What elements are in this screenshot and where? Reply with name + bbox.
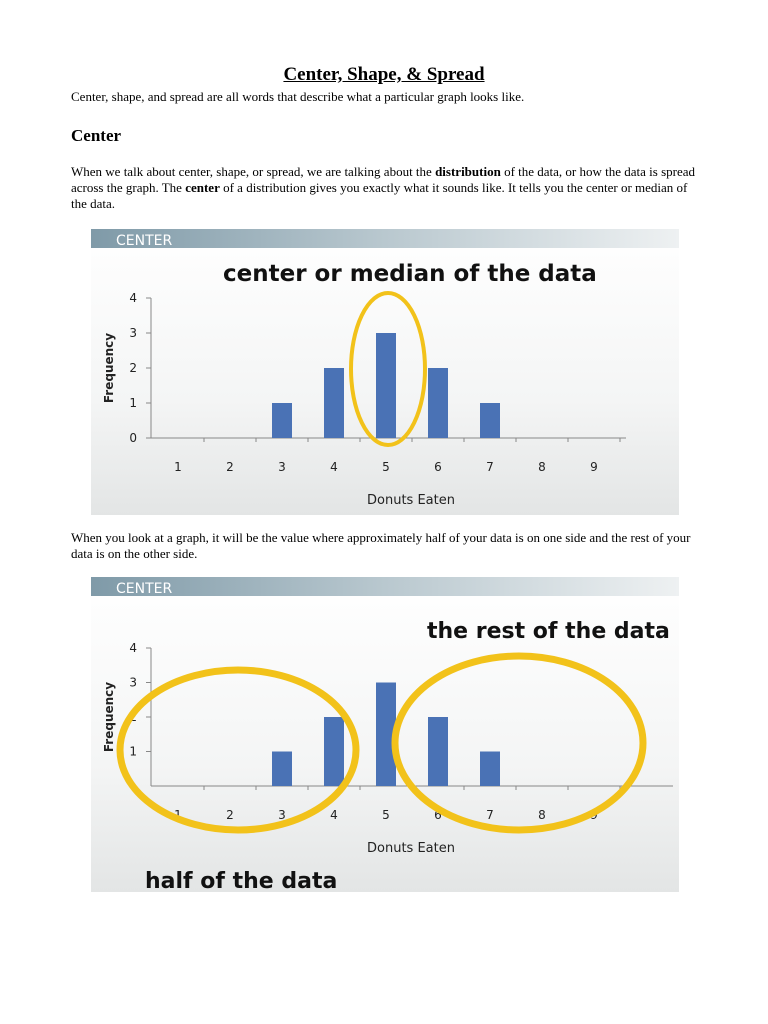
y-tick-label: 4 [129,291,137,305]
half-data-figure [91,577,679,892]
banner-label: CENTER [116,233,173,249]
x-tick-label: 7 [486,808,494,822]
x-tick-label: 4 [330,808,338,822]
x-tick-label: 4 [330,460,338,474]
x-tick-label: 1 [174,808,182,822]
x-tick-label: 1 [174,460,182,474]
x-tick-label: 8 [538,460,546,474]
annotation-half-of-data: half of the data [145,869,338,892]
bar-7 [480,403,500,438]
x-tick-label: 9 [590,808,598,822]
figure-banner [91,229,679,248]
x-tick-label: 5 [382,460,390,474]
x-tick-label: 9 [590,460,598,474]
bar-4 [324,717,344,786]
y-tick-label: 2 [129,361,137,375]
x-tick-label: 5 [382,808,390,822]
x-axis-label: Donuts Eaten [367,841,455,856]
x-tick-label: 2 [226,460,234,474]
section-heading-center: Center [71,126,122,145]
para1-part3: of a distribution gives you exactly what it sounds like. It tells you the center or median of the data. [71,180,688,211]
y-tick-label: 0 [129,431,137,445]
center-median-figure [91,229,679,515]
bar-5 [376,333,396,438]
bar-3 [272,403,292,438]
half-data-paragraph: When you look at a graph, it will be the value where approximately half of your data is on one side and the rest of your data is on the other side. [71,530,691,561]
y-tick-label: 1 [129,744,137,759]
x-tick-label: 3 [278,460,286,474]
intro-text: Center, shape, and spread are all words that describe what a particular graph looks like. [71,89,525,104]
para1-part2: of the data, or how the data is spread across the graph. The [71,164,696,195]
bar-3 [272,752,292,787]
x-tick-label: 3 [278,808,286,822]
bar-6 [428,368,448,438]
distribution-term: distribution [435,164,501,179]
center-term: center [185,180,220,195]
x-tick-label: 6 [434,808,442,822]
y-tick-label: 3 [129,326,137,340]
y-tick-label: 4 [129,641,137,655]
figure-banner [91,577,679,596]
distribution-paragraph [71,164,701,212]
half-data-chart [91,577,679,892]
annotation-rest-of-data: the rest of the data [427,619,670,644]
bar-4 [324,368,344,438]
center-median-chart [91,229,679,515]
x-tick-label: 8 [538,808,546,822]
x-tick-label: 7 [486,460,494,474]
banner-label: CENTER [116,581,173,597]
annotation-center-median: center or median of the data [223,261,597,287]
x-axis-label: Donuts Eaten [367,493,455,508]
y-axis-label: Frequency [102,681,116,753]
y-tick-label: 1 [129,396,137,410]
para1-part1: When we talk about center, shape, or spread, we are talking about the [71,164,436,179]
y-tick-label: 2 [129,710,137,724]
page-title: Center, Shape, & Spread [283,64,485,85]
y-axis-label: Frequency [102,332,116,404]
bar-7 [480,752,500,787]
y-tick-label: 3 [129,675,137,690]
x-tick-label: 2 [226,808,234,822]
x-tick-label: 6 [434,460,442,474]
bar-6 [428,717,448,786]
